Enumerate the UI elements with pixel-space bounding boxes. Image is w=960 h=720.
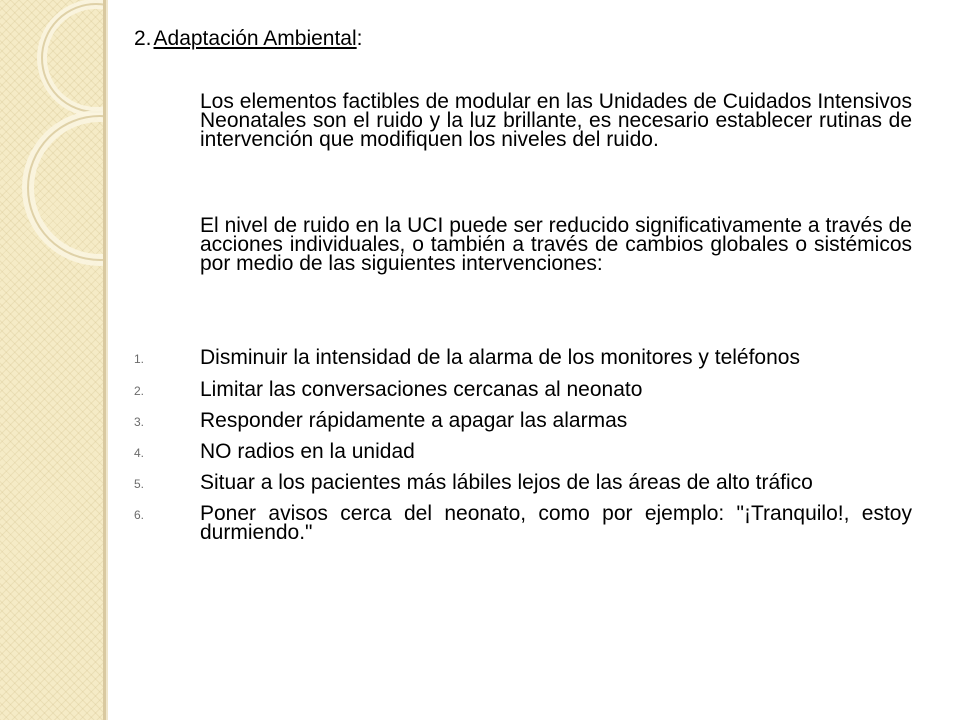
intervention-list — [134, 348, 912, 542]
list-item-text: Limitar las conversaciones cercanas al neonato — [200, 378, 643, 401]
paragraph: Los elementos factibles de modular en las Unidades de Cuidados Intensivos Neonatales son el ruido y la luz brillante, es necesario establecer rutinas de intervención que modifiquen los niveles del ruido. — [200, 90, 912, 151]
paragraph: El nivel de ruido en la UCI puede ser reducido significativamente a través de acciones individuales, o también a través de cambios globales o sistémicos por medio de las siguientes intervenciones: — [200, 214, 912, 275]
list-marker: 4. — [134, 446, 145, 460]
list-item-text: Situar a los pacientes más lábiles lejos de las áreas de alto tráfico — [200, 471, 813, 494]
list-marker: 6. — [134, 508, 145, 522]
list-item — [134, 348, 912, 367]
title-suffix: : — [356, 27, 363, 50]
list-marker: 5. — [134, 477, 145, 491]
list-item-text: Poner avisos cerca del neonato, como por ejemplo: "¡Tranquilo!, estoy durmiendo." — [200, 502, 912, 544]
list-marker: 3. — [134, 415, 145, 429]
list-item-text: Disminuir la intensidad de la alarma de los monitores y teléfonos — [200, 346, 800, 369]
list-item-text: NO radios en la unidad — [200, 440, 415, 463]
list-item — [134, 380, 912, 399]
list-marker: 2. — [134, 384, 145, 398]
list-item-text: Responder rápidamente a apagar las alarmas — [200, 409, 628, 432]
list-item — [134, 442, 912, 461]
list-item — [134, 504, 912, 542]
list-item — [134, 473, 912, 492]
list-item — [134, 411, 912, 430]
title-number: 2. — [134, 27, 152, 50]
title-text: Adaptación Ambiental — [153, 27, 357, 50]
slide-title — [134, 26, 363, 52]
list-marker: 1. — [134, 352, 145, 366]
